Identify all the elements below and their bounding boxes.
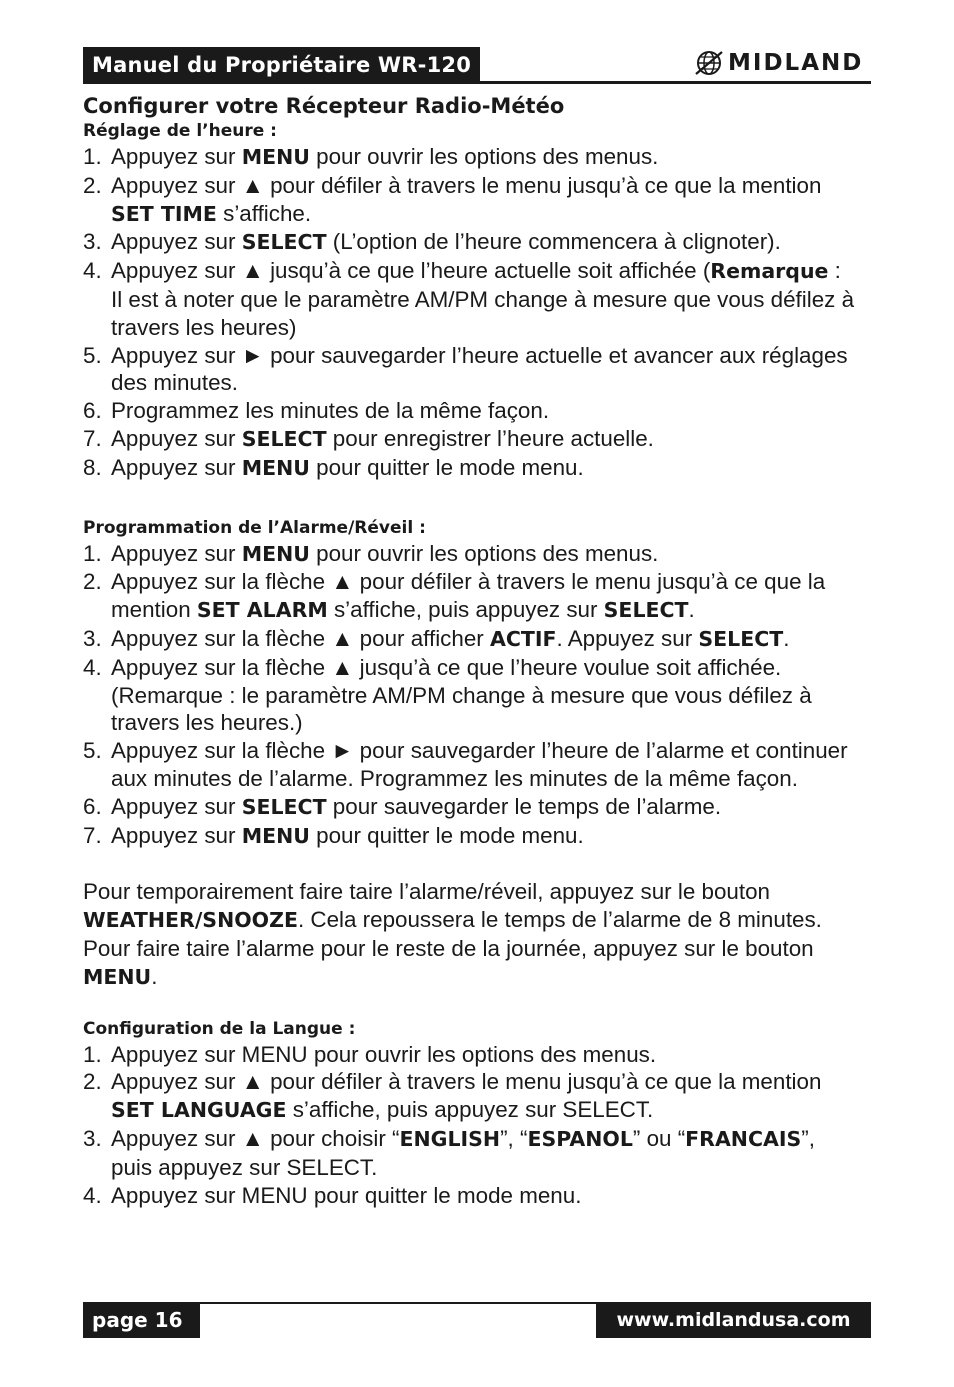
step-item: [83, 793, 858, 822]
step-number: 1.: [83, 540, 102, 566]
alarm-heading: Programmation de l’Alarme/Réveil :: [83, 517, 426, 538]
bold-term: MENU: [83, 964, 152, 989]
alarm-steps-list: [83, 540, 858, 851]
step-text: Appuyez sur la flèche ▲ jusqu’à ce que l’heure voulue soit affichée. (Remarque : le paramètre AM/PM change à mesure que vous défilez à travers les heures.): [111, 654, 812, 736]
step-item: [83, 540, 858, 569]
step-number: 4.: [83, 1182, 102, 1208]
step-item: [83, 143, 858, 172]
step-number: 3.: [83, 625, 102, 651]
step-number: 1.: [83, 1041, 102, 1067]
bold-term: MENU: [241, 541, 310, 566]
step-number: 6.: [83, 398, 102, 424]
step-number: 3.: [83, 1125, 102, 1151]
step-item: [83, 1125, 858, 1182]
bold-term: SELECT: [698, 626, 784, 651]
step-text: s’affiche, puis appuyez sur: [327, 597, 604, 623]
page-content: [83, 92, 858, 1209]
step-item: [83, 1182, 858, 1210]
step-text: . Cela repoussera le temps de l’alarme de 8 minutes. Pour faire taire l’alarme pour le reste de la journée, appuyez sur le bouton: [83, 907, 822, 961]
step-text: Appuyez sur: [111, 454, 242, 480]
step-text: Appuyez sur: [111, 540, 242, 566]
step-text: Pour temporairement faire taire l’alarme/réveil, appuyez sur le bouton: [83, 879, 770, 905]
step-number: 5.: [83, 342, 102, 368]
language-steps-list: [83, 1041, 858, 1210]
step-text: Appuyez sur ▲ pour défiler à travers le menu jusqu’à ce que la mention: [111, 1069, 822, 1095]
step-text: .: [151, 963, 158, 989]
step-text: .: [688, 597, 695, 623]
midland-logo: [694, 46, 870, 80]
step-text: Appuyez sur: [111, 425, 242, 451]
step-text: pour enregistrer l’heure actuelle.: [326, 425, 654, 451]
step-item: [83, 1068, 858, 1125]
step-number: 2.: [83, 1069, 102, 1095]
bold-term: ENGLISH: [399, 1126, 501, 1151]
step-text: Appuyez sur la flèche ► pour sauvegarder l’heure de l’alarme et continuer aux minutes de l’alarme. Programmez les minutes de la même façon.: [111, 738, 848, 791]
bold-term: ESPANOL: [527, 1126, 633, 1151]
step-text: s’affiche, puis appuyez sur SELECT.: [286, 1097, 654, 1123]
step-item: [83, 228, 858, 257]
step-text: s’affiche.: [216, 200, 312, 226]
step-number: 1.: [83, 144, 102, 169]
bold-term: Remarque: [710, 259, 829, 284]
alarm-note: [83, 878, 858, 991]
step-number: 2.: [83, 569, 102, 595]
step-text: ” ou “: [632, 1125, 686, 1151]
globe-icon: [694, 48, 724, 78]
step-text: Appuyez sur: [111, 822, 242, 848]
bold-term: SELECT: [241, 426, 327, 451]
page-number: page 16: [92, 1308, 183, 1332]
step-number: 2.: [83, 172, 102, 198]
step-number: 7.: [83, 425, 102, 451]
step-number: 3.: [83, 229, 102, 255]
bold-term: MENU: [241, 145, 310, 169]
step-text: pour ouvrir les options des menus.: [309, 144, 659, 169]
step-number: 4.: [83, 258, 102, 284]
step-text: Appuyez sur: [111, 144, 242, 169]
header-rule: [83, 81, 871, 84]
website-badge: [596, 1302, 871, 1338]
page-number-badge: [83, 1302, 200, 1338]
bold-term: WEATHER/SNOOZE: [83, 908, 298, 933]
step-text: Appuyez sur la flèche ▲ pour défiler à travers le menu jusqu’à ce que la mention: [111, 569, 826, 623]
step-item: [83, 425, 858, 454]
step-item: [83, 342, 858, 398]
time-heading: Réglage de l’heure :: [83, 121, 277, 141]
bold-term: SET ALARM: [196, 598, 328, 623]
step-text: (L’option de l’heure commencera à clignoter).: [326, 229, 781, 255]
step-text: : Il est à noter que le paramètre AM/PM change à mesure que vous défilez à travers les heures): [111, 258, 855, 340]
step-item: [83, 654, 858, 737]
bold-term: SELECT: [241, 230, 327, 255]
step-item: [83, 172, 858, 229]
section-title: Configurer votre Récepteur Radio-Météo: [83, 94, 565, 118]
step-number: 8.: [83, 454, 102, 480]
step-text: Appuyez sur ► pour sauvegarder l’heure actuelle et avancer aux réglages des minutes.: [111, 342, 848, 396]
bold-term: SELECT: [603, 598, 689, 623]
step-text: ”, “: [500, 1125, 528, 1151]
step-item: [83, 454, 858, 483]
step-item: [83, 1041, 858, 1069]
step-text: .: [783, 625, 790, 651]
step-item: [83, 257, 858, 341]
step-text: Appuyez sur: [111, 793, 242, 819]
step-number: 4.: [83, 654, 102, 680]
bold-term: SET LANGUAGE: [111, 1098, 287, 1123]
step-text: Programmez les minutes de la même façon.: [111, 398, 550, 424]
step-text: pour sauvegarder le temps de l’alarme.: [326, 793, 722, 819]
step-item: [83, 737, 858, 793]
step-number: 5.: [83, 738, 102, 764]
step-text: Appuyez sur MENU pour ouvrir les options des menus.: [111, 1041, 657, 1067]
bold-term: SELECT: [241, 794, 327, 819]
step-text: ”, puis appuyez sur SELECT.: [111, 1125, 815, 1180]
step-text: pour ouvrir les options des menus.: [309, 540, 659, 566]
step-text: Appuyez sur: [111, 229, 242, 255]
step-text: Appuyez sur MENU pour quitter le mode menu.: [111, 1182, 582, 1208]
step-number: 6.: [83, 793, 102, 819]
step-item: [83, 397, 858, 425]
step-text: Appuyez sur la flèche ▲ pour afficher: [111, 625, 490, 651]
step-item: [83, 625, 858, 654]
website-url: www.midlandusa.com: [616, 1309, 851, 1331]
time-steps-list: [83, 143, 858, 483]
step-item: [83, 822, 858, 851]
language-heading: Configuration de la Langue :: [83, 1018, 356, 1039]
step-number: 7.: [83, 822, 102, 848]
manual-title-banner: [83, 47, 480, 82]
step-text: Appuyez sur ▲ jusqu’à ce que l’heure actuelle soit affichée (: [111, 258, 711, 284]
manual-title: Manuel du Propriétaire WR-120: [91, 52, 472, 77]
bold-term: MENU: [241, 455, 310, 480]
bold-term: MENU: [241, 823, 310, 848]
step-text: Appuyez sur ▲ pour défiler à travers le menu jusqu’à ce que la mention: [111, 172, 822, 198]
step-text: pour quitter le mode menu.: [309, 454, 584, 480]
logo-wordmark: MIDLAND: [728, 49, 864, 76]
step-text: Appuyez sur ▲ pour choisir “: [111, 1125, 400, 1151]
step-item: [83, 568, 858, 625]
bold-term: ACTIF: [489, 626, 557, 651]
bold-term: SET TIME: [111, 201, 217, 226]
step-text: pour quitter le mode menu.: [309, 822, 584, 848]
step-text: . Appuyez sur: [556, 625, 699, 651]
bold-term: FRANCAIS: [685, 1126, 802, 1151]
